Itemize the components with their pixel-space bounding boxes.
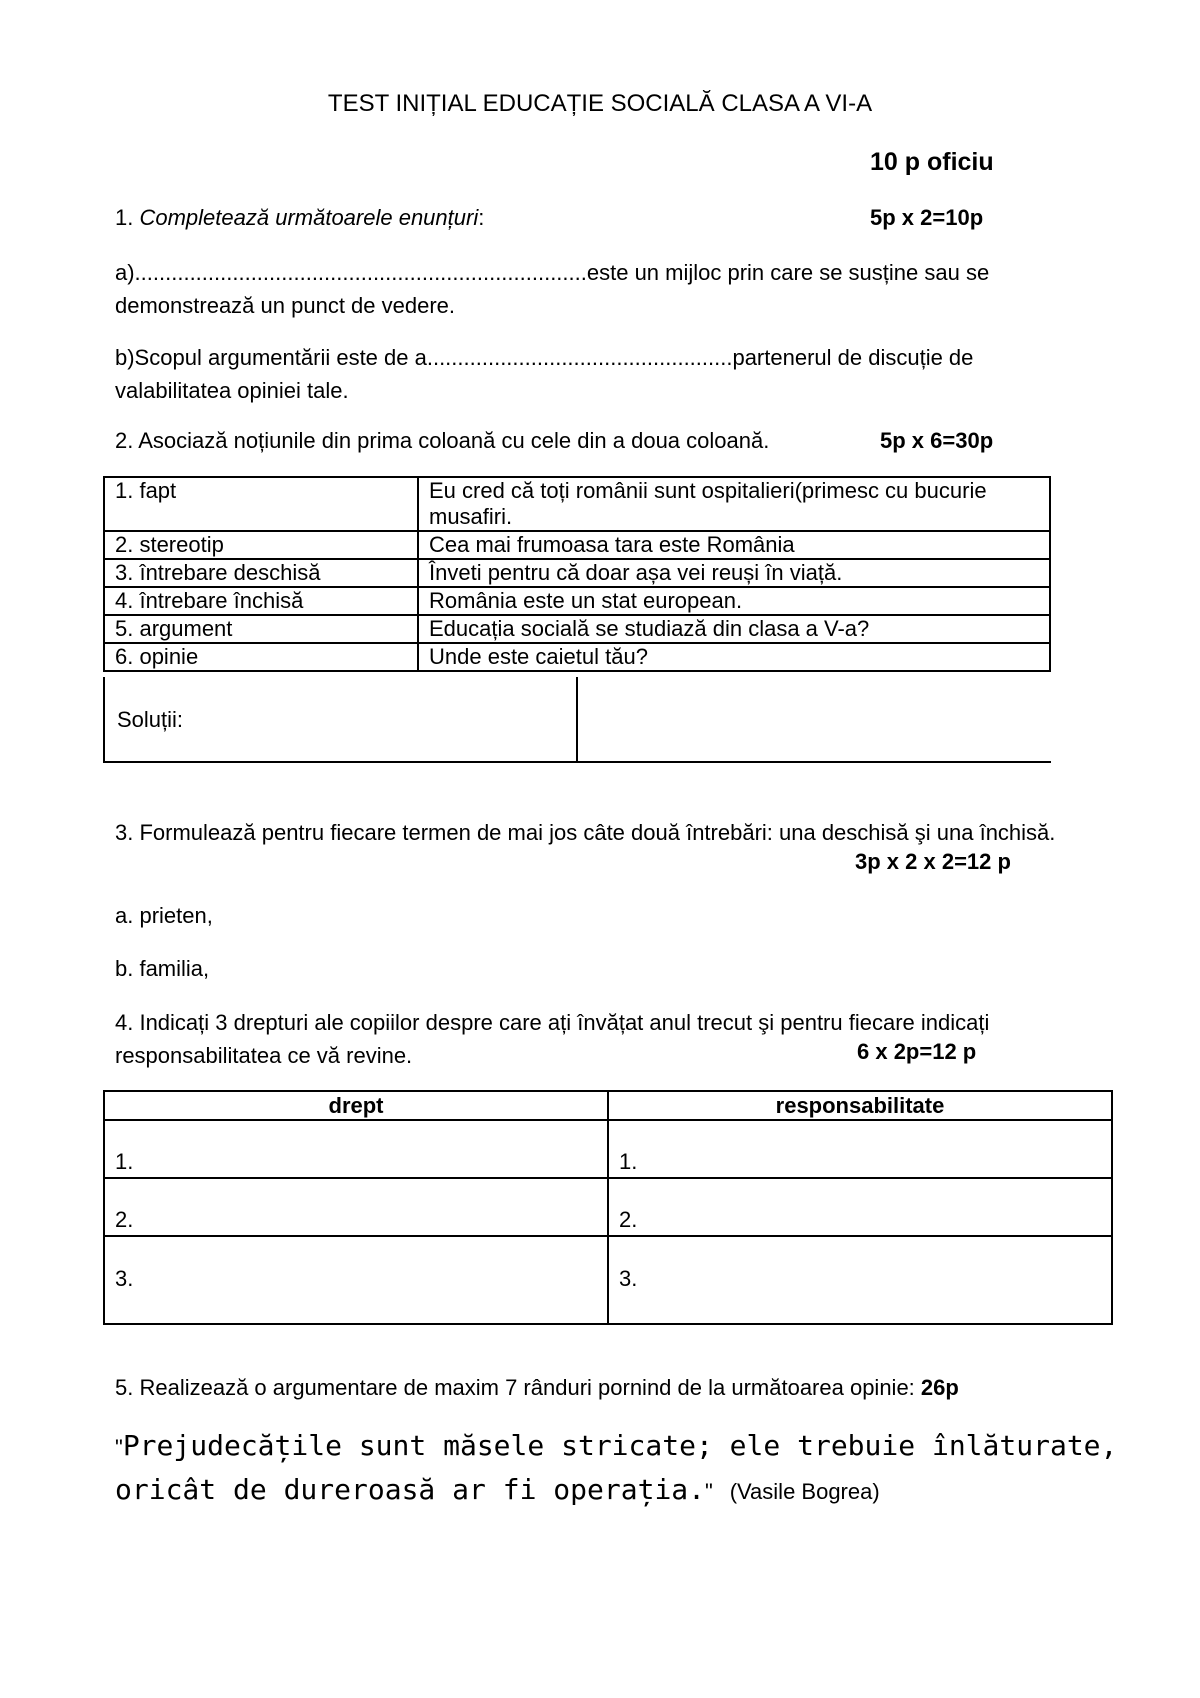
responsibility-cell[interactable]: 3. (608, 1236, 1112, 1324)
page-title: TEST INIȚIAL EDUCAȚIE SOCIALĂ CLASA A VI-A (327, 90, 873, 117)
concept-cell: 2. stereotip (104, 531, 418, 559)
statement-cell: România este un stat european. (418, 587, 1050, 615)
solutions-box[interactable] (103, 677, 578, 763)
table-row (104, 1236, 1112, 1324)
q1-points: 5p x 2=10p (870, 205, 984, 230)
rights-table (103, 1090, 1113, 1325)
q5-prompt (115, 1375, 959, 1401)
q3-prompt: 3. Formulează pentru fiecare termen de mai jos câte două întrebări: una deschisă şi una închisă. (115, 820, 1056, 845)
q3-item-a: a. prieten, (115, 903, 213, 928)
solutions-answer-line[interactable] (574, 761, 1051, 763)
concept-cell: 3. întrebare deschisă (104, 559, 418, 587)
q5-points: 26p (920, 1375, 959, 1400)
concept-cell: 4. întrebare închisă (104, 587, 418, 615)
q1-prompt (115, 205, 484, 231)
table-row (104, 531, 1050, 559)
table-row (104, 477, 1050, 531)
quote-text: Prejudecățile sunt măsele stricate; ele trebuie înlăturate, oricât de dureroasă ar fi operația. (115, 1429, 1118, 1506)
q1-prompt-text: Completează următoarele enunțuri (139, 205, 479, 230)
q2-prompt: 2. Asociază noțiunile din prima coloană cu cele din a doua coloană. (115, 428, 770, 453)
open-quote-mark: " (115, 1435, 123, 1460)
solutions-area (103, 677, 1051, 765)
right-cell[interactable]: 3. (104, 1236, 608, 1324)
q3-item-b: b. familia, (115, 956, 210, 981)
matching-table (103, 476, 1051, 672)
statement-cell: Cea mai frumoasa tara este România (418, 531, 1050, 559)
statement-cell: Eu cred că toți românii sunt ospitalieri(primesc cu bucurie musafiri. (418, 477, 1050, 531)
table-row (104, 615, 1050, 643)
q2-points: 5p x 6=30p (880, 428, 994, 453)
solutions-label: Soluții: (117, 707, 184, 732)
q4-prompt: 4. Indicați 3 drepturi ale copiilor despre care ați învățat anul trecut şi pentru fiecare indicați responsabilitatea ce vă revine. (115, 1010, 990, 1068)
statement-cell: Educația socială se studiază din clasa a V-a? (418, 615, 1050, 643)
table-row (104, 1178, 1112, 1236)
quote-author: (Vasile Bogrea) (729, 1479, 880, 1504)
q1-item-a: a)..........................................................................este un mijloc prin care se susține sau se demonstrează un punct de vedere. (115, 260, 990, 318)
responsibility-cell[interactable]: 2. (608, 1178, 1112, 1236)
q4-points: 6 x 2p=12 p (857, 1039, 977, 1064)
q1-item-b: b)Scopul argumentării este de a..................................................partenerul de discuție de valabilitatea opiniei tale. (115, 345, 974, 403)
q1-colon: : (478, 205, 485, 230)
concept-cell: 1. fapt (104, 477, 418, 531)
table-header-row (104, 1091, 1112, 1120)
close-quote-mark: " (705, 1479, 713, 1504)
table-row (104, 559, 1050, 587)
q5-prompt-text: 5. Realizează o argumentare de maxim 7 rânduri pornind de la următoarea opinie: (115, 1375, 921, 1400)
header-drept: drept (104, 1091, 608, 1120)
concept-cell: 5. argument (104, 615, 418, 643)
right-cell[interactable]: 1. (104, 1120, 608, 1178)
table-row (104, 643, 1050, 671)
statement-cell: Unde este caietul tău? (418, 643, 1050, 671)
table-row (104, 1120, 1112, 1178)
header-responsabilitate: responsabilitate (608, 1091, 1112, 1120)
statement-cell: Înveti pentru că doar așa vei reuși în viață. (418, 559, 1050, 587)
q1-number: 1. (115, 205, 140, 230)
quote-block (115, 1425, 1125, 1513)
responsibility-cell[interactable]: 1. (608, 1120, 1112, 1178)
table-row (104, 587, 1050, 615)
q3-points: 3p x 2 x 2=12 p (855, 849, 1011, 874)
concept-cell: 6. opinie (104, 643, 418, 671)
right-cell[interactable]: 2. (104, 1178, 608, 1236)
oficiu-points: 10 p oficiu (870, 148, 994, 176)
